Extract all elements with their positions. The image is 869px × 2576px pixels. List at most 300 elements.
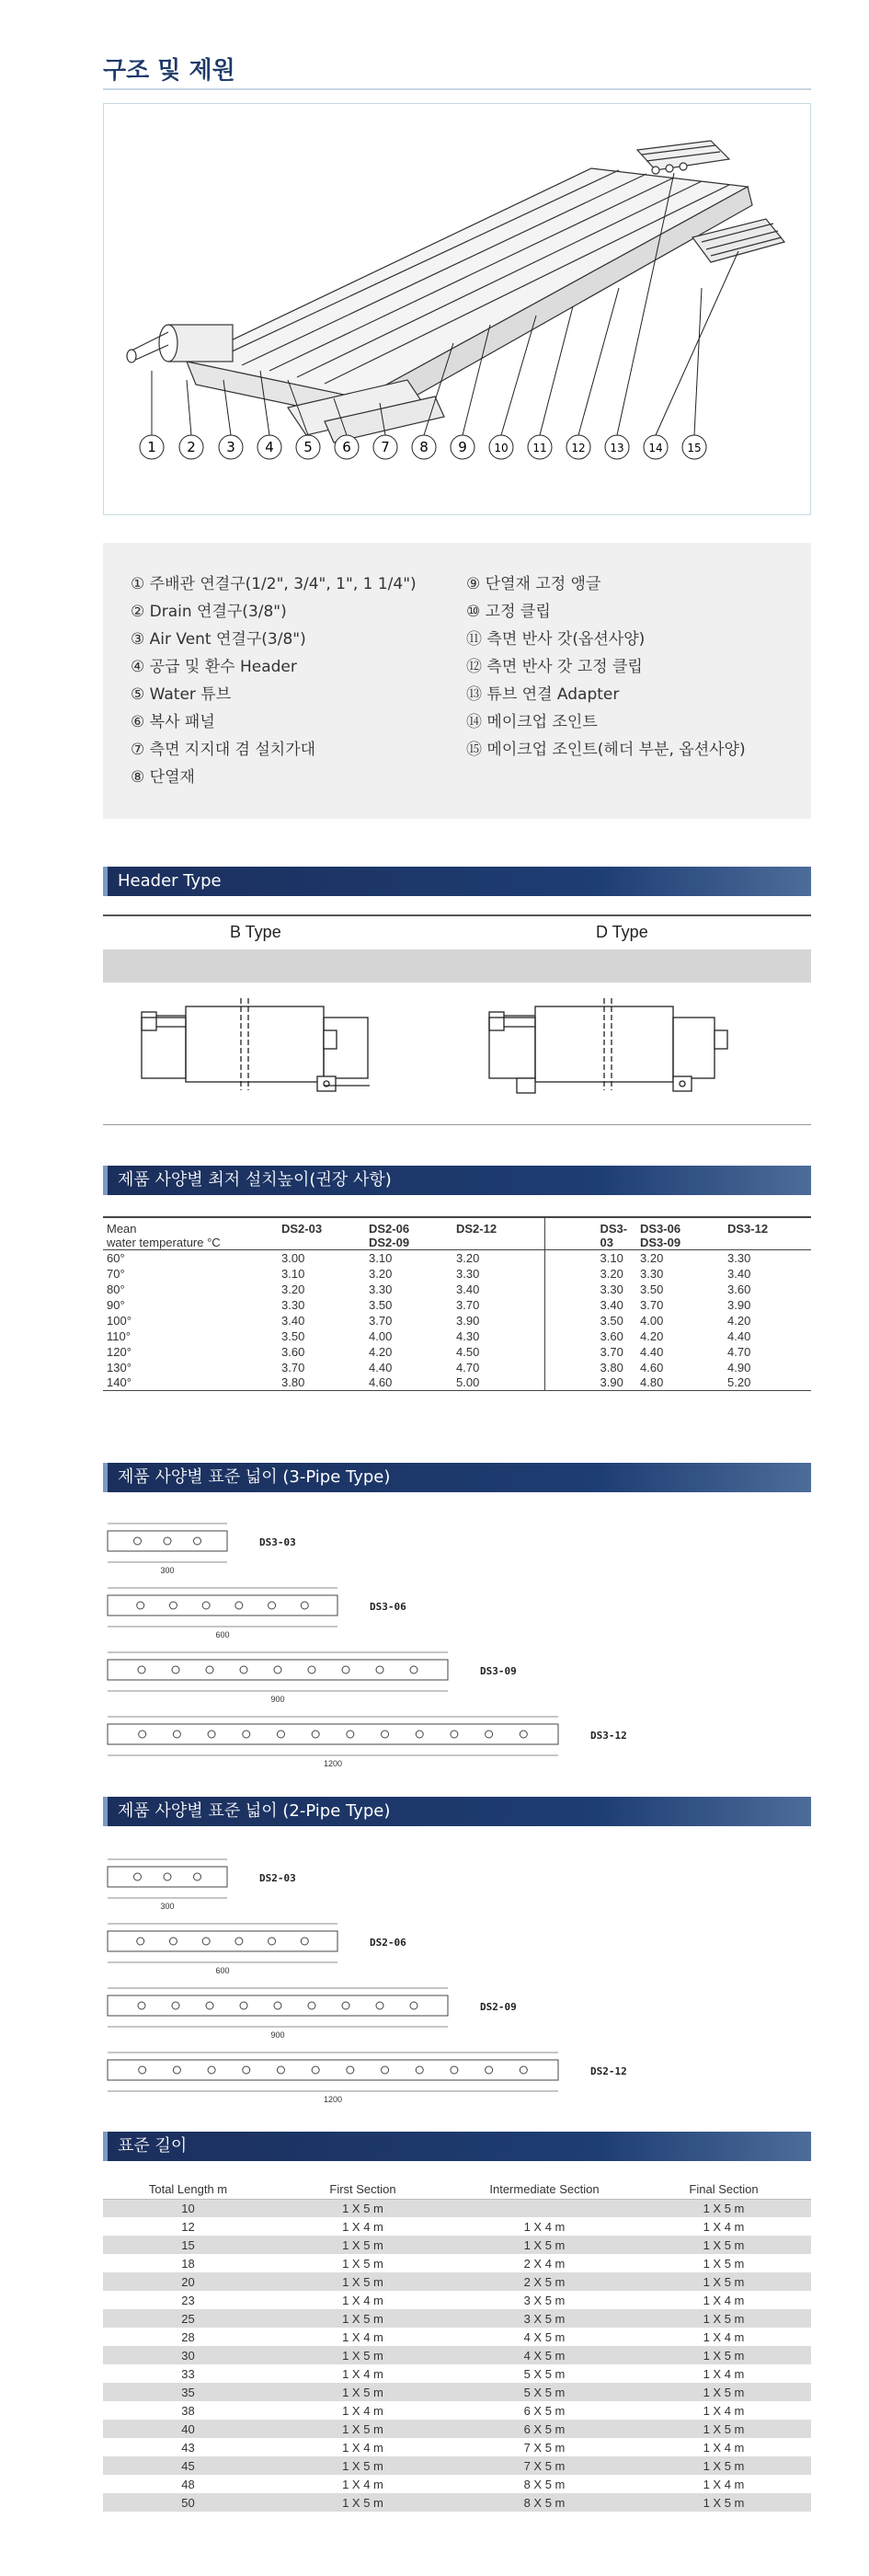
std-length-cell: 3 X 5 m — [452, 2309, 636, 2328]
std-length-cell: 8 X 5 m — [452, 2493, 636, 2512]
callout-1 — [140, 435, 164, 459]
std-length-cell: 18 — [181, 2256, 195, 2271]
height-cell: 4.20 — [640, 1328, 664, 1343]
panel-model-label: DS3-06 — [370, 1601, 406, 1613]
header-type-top-rule — [103, 914, 811, 916]
panel-total-width: 300 — [160, 1566, 175, 1575]
std-length-cell: 33 — [181, 2366, 195, 2381]
height-cell: 4.00 — [640, 1313, 664, 1328]
std-length-cell: 6 X 5 m — [523, 2403, 566, 2418]
height-cell: 3.50 — [600, 1313, 623, 1328]
std-length-cell: 1 X 5 m — [273, 2420, 452, 2438]
height-cell: 4.40 — [640, 1344, 664, 1359]
tube-circle — [342, 1666, 349, 1673]
header-type-bottom-rule — [103, 1124, 811, 1125]
std-length-rows — [103, 2199, 811, 2512]
std-length-cell: 20 — [103, 2272, 273, 2291]
std-length-cell: 1 X 5 m — [273, 2383, 452, 2401]
std-length-cell: 1 X 5 m — [342, 2256, 383, 2271]
height-cell: 4.60 — [369, 1375, 393, 1390]
std-length-cell: 5 X 5 m — [452, 2383, 636, 2401]
height-cell: 5.20 — [727, 1375, 751, 1390]
width-panel-drawing — [108, 1717, 627, 1766]
std-length-cell: 23 — [181, 2293, 195, 2307]
temp-cell: 100° — [107, 1313, 131, 1328]
tube-circle — [137, 1938, 144, 1945]
std-length-row — [103, 2328, 811, 2346]
std-length-cell: 1 X 5 m — [703, 2256, 745, 2271]
width-panel-drawing — [108, 1859, 296, 1911]
temp-cell: 80° — [107, 1282, 125, 1296]
std-length-row — [103, 2291, 811, 2309]
svg-text:3: 3 — [226, 439, 235, 455]
std-length-row — [103, 2364, 811, 2383]
std-length-cell: 38 — [181, 2403, 195, 2418]
tube-circle — [235, 1938, 243, 1945]
std-length-cell: 8 X 5 m — [523, 2477, 566, 2491]
callout-13 — [605, 435, 629, 459]
col-ds3-03: DS3-03 — [600, 1222, 628, 1249]
std-length-cell: 1 X 4 m — [703, 2403, 745, 2418]
tube-circle — [202, 1938, 210, 1945]
std-length-cell: 1 X 5 m — [273, 2309, 452, 2328]
tube-circle — [172, 2002, 179, 2009]
parts-list — [103, 543, 811, 819]
height-cell: 3.70 — [369, 1313, 393, 1328]
std-length-cell: 45 — [103, 2456, 273, 2475]
install-height-table — [103, 1216, 811, 1391]
std-length-cell: 48 — [181, 2477, 195, 2491]
std-length-row — [103, 2272, 811, 2291]
part-item: ⑬ 튜브 연결 Adapter — [466, 685, 620, 704]
callout-5 — [296, 435, 320, 459]
std-length-cell: 1 X 5 m — [636, 2456, 811, 2475]
part-item: ③ Air Vent 연결구(3/8") — [131, 630, 306, 649]
svg-text:7: 7 — [381, 439, 390, 455]
std-length-cell: 1 X 5 m — [273, 2272, 452, 2291]
height-cell: 3.40 — [452, 1282, 544, 1297]
height-cell: 3.40 — [281, 1313, 305, 1328]
height-cell: 4.40 — [369, 1360, 393, 1374]
std-length-cell: 1 X 5 m — [273, 2456, 452, 2475]
temp-cell: 140° — [107, 1375, 131, 1390]
b-type-drawing — [142, 998, 370, 1091]
svg-text:8: 8 — [419, 439, 429, 455]
panel-total-width: 600 — [215, 1630, 230, 1639]
tube-circle — [486, 2066, 493, 2074]
std-length-row — [103, 2383, 811, 2401]
tube-circle — [169, 1938, 177, 1945]
panel-model-label: DS2-12 — [590, 2065, 627, 2077]
tube-circle — [382, 1731, 389, 1738]
tube-circle — [194, 1873, 201, 1880]
svg-text:13: 13 — [610, 442, 624, 454]
part-item: ⑥ 복사 패널 — [131, 713, 215, 731]
tube-circle — [520, 2066, 527, 2074]
std-length-cell: 1 X 5 m — [452, 2236, 636, 2254]
height-cell: 3.30 — [452, 1266, 544, 1282]
std-length-row — [103, 2438, 811, 2456]
std-length-cell: 1 X 5 m — [636, 2420, 811, 2438]
install-height-row — [103, 1360, 811, 1375]
height-cell: 3.70 — [452, 1297, 544, 1313]
width-panel-drawing — [108, 2053, 627, 2104]
std-length-row — [103, 2309, 811, 2328]
tube-circle — [312, 1731, 319, 1738]
install-height-banner: 제품 사양별 최저 설치높이(권장 사항) — [103, 1166, 811, 1195]
tube-circle — [172, 1666, 179, 1673]
part-item: ⑮ 메이크업 조인트(헤더 부분, 옵션사양) — [466, 741, 746, 759]
std-length-cell: 1 X 5 m — [636, 2236, 811, 2254]
panel-model-label: DS2-03 — [259, 1872, 296, 1884]
tube-circle — [206, 2002, 213, 2009]
svg-text:2: 2 — [187, 439, 196, 455]
std-length-cell: 12 — [181, 2219, 195, 2234]
page-title: 구조 및 제원 — [103, 57, 235, 85]
tube-circle — [347, 1731, 354, 1738]
callout-14 — [644, 435, 668, 459]
temp-cell: 120° — [107, 1344, 131, 1359]
tube-circle — [347, 2066, 354, 2074]
tube-circle — [134, 1873, 142, 1880]
std-length-cell: 1 X 4 m — [703, 2329, 745, 2344]
tube-circle — [269, 1938, 276, 1945]
std-length-cell: 4 X 5 m — [452, 2346, 636, 2364]
tube-circle — [240, 2002, 247, 2009]
panel-total-width: 1200 — [323, 2095, 343, 2104]
tube-circle — [382, 2066, 389, 2074]
std-length-cell: 2 X 4 m — [523, 2256, 566, 2271]
height-cell: 3.60 — [727, 1282, 751, 1296]
callout-11 — [528, 435, 552, 459]
height-cell: 3.40 — [600, 1297, 623, 1312]
tube-circle — [376, 2002, 383, 2009]
height-cell: 3.70 — [640, 1297, 664, 1312]
col-ds2-03: DS2-03 — [281, 1222, 323, 1236]
height-cell: 4.00 — [369, 1328, 393, 1343]
std-length-cell: 3 X 5 m — [523, 2293, 566, 2307]
std-length-cell: 1 X 5 m — [273, 2346, 452, 2364]
std-length-cell: 7 X 5 m — [452, 2456, 636, 2475]
panel-illustration — [104, 104, 812, 516]
svg-text:6: 6 — [342, 439, 351, 455]
width-panel-drawing — [108, 1988, 517, 2040]
panel-model-label: DS3-12 — [590, 1730, 627, 1742]
tube-circle — [486, 1731, 493, 1738]
height-cell: 3.50 — [640, 1282, 664, 1296]
height-cell: 3.20 — [452, 1250, 544, 1266]
panel-total-width: 900 — [270, 1695, 285, 1704]
part-item: ⑩ 고정 클립 — [466, 603, 551, 621]
width-3pipe-drawings — [103, 1509, 811, 1766]
temp-cell: 60° — [107, 1250, 125, 1265]
panel-total-width: 900 — [270, 2030, 285, 2040]
install-height-row — [103, 1250, 811, 1266]
height-cell: 5.00 — [452, 1375, 544, 1391]
callout-8 — [412, 435, 436, 459]
height-cell: 4.30 — [452, 1328, 544, 1344]
tube-circle — [208, 1731, 215, 1738]
std-length-cell: 1 X 5 m — [273, 2236, 452, 2254]
tube-circle — [139, 2066, 146, 2074]
tube-circle — [342, 2002, 349, 2009]
temp-cell: 130° — [107, 1360, 131, 1374]
panel-total-width: 600 — [215, 1966, 230, 1975]
height-cell: 3.50 — [369, 1297, 393, 1312]
tube-circle — [410, 1666, 417, 1673]
std-length-cell: 1 X 5 m — [273, 2199, 452, 2217]
height-cell: 4.80 — [640, 1375, 664, 1390]
callout-numbers — [140, 435, 706, 459]
std-length-row — [103, 2217, 811, 2236]
std-length-row — [103, 2236, 811, 2254]
std-length-cell: 1 X 4 m — [342, 2293, 383, 2307]
callout-3 — [219, 435, 243, 459]
std-length-row — [103, 2475, 811, 2493]
tube-circle — [164, 1873, 171, 1880]
height-cell: 3.90 — [727, 1297, 751, 1312]
std-length-row — [103, 2456, 811, 2475]
std-col-intermediate: Intermediate Section — [452, 2180, 636, 2199]
height-cell: 3.80 — [600, 1360, 623, 1374]
std-length-cell: 50 — [103, 2493, 273, 2512]
std-length-row — [103, 2346, 811, 2364]
b-type-label: B Type — [230, 923, 281, 941]
callout-2 — [179, 435, 203, 459]
callout-4 — [257, 435, 281, 459]
height-cell: 4.50 — [452, 1344, 544, 1360]
std-length-cell: 1 X 5 m — [636, 2493, 811, 2512]
tube-circle — [308, 2002, 315, 2009]
std-length-cell: 1 X 5 m — [636, 2346, 811, 2364]
height-cell: 4.60 — [640, 1360, 664, 1374]
tube-circle — [134, 1537, 142, 1545]
part-item: ⑧ 단열재 — [131, 768, 195, 787]
height-cell: 4.20 — [727, 1313, 751, 1328]
std-length-cell: 4 X 5 m — [523, 2329, 566, 2344]
tube-circle — [269, 1602, 276, 1609]
callout-6 — [335, 435, 359, 459]
tube-circle — [206, 1666, 213, 1673]
height-cell: 3.20 — [640, 1250, 664, 1265]
std-length-cell: 15 — [103, 2236, 273, 2254]
header-type-drawings — [103, 994, 811, 1118]
height-cell: 4.90 — [727, 1360, 751, 1374]
panel-model-label: DS3-09 — [480, 1665, 517, 1677]
height-cell: 3.20 — [281, 1282, 305, 1296]
callout-9 — [451, 435, 475, 459]
width-panel-drawing — [108, 1588, 406, 1639]
std-length-cell — [452, 2199, 636, 2217]
d-type-drawing — [489, 998, 727, 1093]
std-length-cell: 35 — [103, 2383, 273, 2401]
tube-circle — [138, 2002, 145, 2009]
std-length-cell: 2 X 5 m — [452, 2272, 636, 2291]
std-length-banner: 표준 길이 — [103, 2132, 811, 2161]
svg-text:14: 14 — [648, 442, 663, 454]
height-cell: 4.70 — [452, 1360, 544, 1375]
col-ds2-06: DS2-06 DS2-09 — [369, 1222, 410, 1249]
part-item: ⑭ 메이크업 조인트 — [466, 713, 598, 731]
height-cell: 3.90 — [600, 1375, 623, 1390]
tube-circle — [416, 2066, 423, 2074]
width-2pipe-banner: 제품 사양별 표준 넓이 (2-Pipe Type) — [103, 1797, 811, 1826]
std-length-cell: 5 X 5 m — [523, 2366, 566, 2381]
std-col-first: First Section — [273, 2180, 452, 2199]
tube-circle — [169, 1602, 177, 1609]
tube-circle — [208, 2066, 215, 2074]
height-cell: 3.70 — [281, 1360, 305, 1374]
panel-model-label: DS3-03 — [259, 1536, 296, 1548]
callout-10 — [489, 435, 513, 459]
width-panel-drawing — [108, 1524, 296, 1575]
part-item: ⑨ 단열재 고정 앵글 — [466, 575, 601, 593]
tube-circle — [277, 1731, 284, 1738]
tube-circle — [520, 1731, 527, 1738]
std-length-table — [103, 2180, 811, 2512]
part-item: ⑦ 측면 지지대 겸 설치가대 — [131, 741, 316, 759]
parts-list-right — [466, 570, 746, 764]
height-cell: 3.00 — [281, 1250, 305, 1265]
height-cell: 3.20 — [600, 1266, 623, 1281]
std-length-cell: 1 X 4 m — [342, 2403, 383, 2418]
std-length-cell: 1 X 4 m — [342, 2219, 383, 2234]
tube-circle — [173, 1731, 180, 1738]
part-item: ⑫ 측면 반사 갓 고정 클립 — [466, 658, 643, 676]
col-ds3-12: DS3-12 — [727, 1222, 769, 1236]
std-col-total: Total Length m — [103, 2180, 273, 2199]
std-length-cell: 1 X 5 m — [636, 2309, 811, 2328]
svg-text:5: 5 — [303, 439, 313, 455]
install-height-row — [103, 1328, 811, 1344]
panel-total-width: 300 — [160, 1902, 175, 1911]
svg-text:9: 9 — [458, 439, 467, 455]
std-length-cell: 1 X 5 m — [636, 2383, 811, 2401]
height-cell: 3.10 — [369, 1250, 393, 1265]
std-length-cell: 10 — [103, 2199, 273, 2217]
tube-circle — [451, 2066, 458, 2074]
callout-7 — [373, 435, 397, 459]
tube-circle — [243, 2066, 250, 2074]
tube-circle — [277, 2066, 284, 2074]
callout-12 — [566, 435, 590, 459]
height-cell: 3.30 — [600, 1282, 623, 1296]
part-item: ⑪ 측면 반사 갓(옵션사양) — [466, 630, 646, 649]
std-length-cell: 1 X 5 m — [273, 2493, 452, 2512]
col-ds3-06: DS3-06 DS3-09 — [640, 1222, 681, 1249]
tube-circle — [240, 1666, 247, 1673]
tube-circle — [138, 1666, 145, 1673]
width-panel-drawing — [108, 1924, 406, 1975]
header-type-band — [103, 949, 811, 983]
tube-circle — [410, 2002, 417, 2009]
temp-cell: 110° — [107, 1328, 131, 1343]
tube-circle — [274, 2002, 281, 2009]
part-item: ⑤ Water 튜브 — [131, 685, 232, 704]
svg-text:15: 15 — [687, 442, 702, 454]
height-cell: 3.30 — [727, 1250, 751, 1265]
tube-circle — [308, 1666, 315, 1673]
height-cell: 4.40 — [727, 1328, 751, 1343]
header-type-banner: Header Type — [103, 867, 811, 896]
svg-text:4: 4 — [265, 439, 274, 455]
std-length-row — [103, 2493, 811, 2512]
std-col-final: Final Section — [636, 2180, 811, 2199]
callout-15 — [682, 435, 706, 459]
std-length-cell: 7 X 5 m — [523, 2440, 566, 2455]
title-divider — [103, 88, 811, 90]
height-cell: 3.30 — [640, 1266, 664, 1281]
tube-circle — [173, 2066, 180, 2074]
height-cell: 3.60 — [281, 1344, 305, 1359]
tube-circle — [376, 1666, 383, 1673]
height-cell: 3.30 — [369, 1282, 393, 1296]
std-length-cell: 30 — [103, 2346, 273, 2364]
width-2pipe-drawings — [103, 1845, 811, 2111]
tube-circle — [194, 1537, 201, 1545]
tube-circle — [301, 1602, 308, 1609]
std-length-cell: 40 — [103, 2420, 273, 2438]
tube-circle — [164, 1537, 171, 1545]
tube-circle — [235, 1602, 243, 1609]
tube-circle — [312, 2066, 319, 2074]
part-item: ② Drain 연결구(3/8") — [131, 603, 287, 621]
tube-circle — [137, 1602, 144, 1609]
std-length-cell: 1 X 4 m — [523, 2219, 566, 2234]
height-cell: 3.80 — [281, 1375, 305, 1390]
std-length-cell: 28 — [181, 2329, 195, 2344]
install-height-row — [103, 1375, 811, 1391]
temp-cell: 90° — [107, 1297, 125, 1312]
std-length-cell: 1 X 4 m — [342, 2477, 383, 2491]
std-length-cell: 25 — [103, 2309, 273, 2328]
height-cell: 3.30 — [281, 1297, 305, 1312]
panel-model-label: DS2-06 — [370, 1937, 406, 1949]
temp-cell: 70° — [107, 1266, 125, 1281]
tube-circle — [451, 1731, 458, 1738]
std-length-cell: 1 X 5 m — [636, 2199, 811, 2217]
structure-diagram — [103, 103, 811, 515]
std-length-row — [103, 2401, 811, 2420]
panel-model-label: DS2-09 — [480, 2001, 517, 2013]
std-length-cell: 1 X 4 m — [703, 2440, 745, 2455]
install-height-rows — [103, 1250, 811, 1391]
std-length-cell: 1 X 4 m — [342, 2329, 383, 2344]
part-item: ④ 공급 및 환수 Header — [131, 658, 297, 676]
install-height-row — [103, 1344, 811, 1360]
height-cell: 3.50 — [281, 1328, 305, 1343]
height-cell: 3.70 — [600, 1344, 623, 1359]
svg-text:12: 12 — [571, 442, 586, 454]
std-length-row — [103, 2254, 811, 2272]
height-cell: 3.40 — [727, 1266, 751, 1281]
panel-total-width: 1200 — [323, 1759, 343, 1766]
svg-text:1: 1 — [147, 439, 156, 455]
height-cell: 3.10 — [281, 1266, 305, 1281]
tube-circle — [301, 1938, 308, 1945]
tube-circle — [139, 1731, 146, 1738]
std-length-cell: 6 X 5 m — [452, 2420, 636, 2438]
svg-text:10: 10 — [494, 442, 509, 454]
std-length-cell: 1 X 5 m — [636, 2272, 811, 2291]
tube-circle — [202, 1602, 210, 1609]
width-panel-drawing — [108, 1652, 517, 1704]
width-3pipe-banner: 제품 사양별 표준 넓이 (3-Pipe Type) — [103, 1463, 811, 1492]
std-length-row — [103, 2199, 811, 2217]
std-length-cell: 43 — [181, 2440, 195, 2455]
height-cell: 3.20 — [369, 1266, 393, 1281]
std-length-cell: 1 X 4 m — [703, 2477, 745, 2491]
